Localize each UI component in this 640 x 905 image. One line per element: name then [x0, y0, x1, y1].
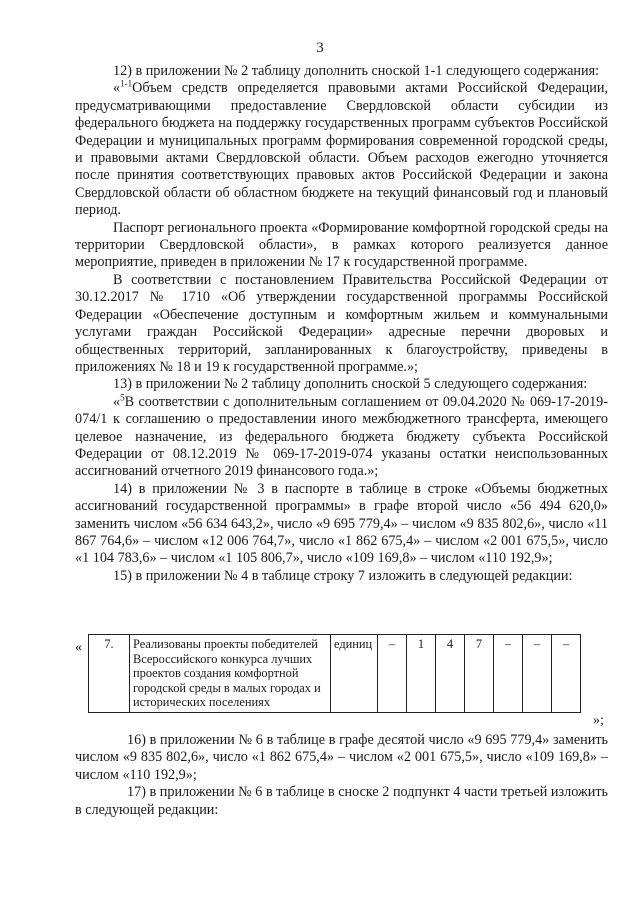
quote-open: « — [113, 393, 121, 410]
replacement-table — [88, 634, 581, 713]
text-block-top — [75, 63, 608, 585]
paragraph-item-17: 17) в приложении № 6 в таблице в сноске 2 подпункт 4 части третьей изложить в следующей редакции: — [75, 784, 608, 818]
value-cell-2: 1 — [407, 635, 436, 713]
quote-open: « — [113, 80, 121, 97]
value-cell-3: 4 — [436, 635, 465, 713]
unit-cell: единиц — [331, 635, 378, 713]
value-cell-5: – — [494, 635, 523, 713]
footnote-5-text: «$^5$В соответствии с дополнительным соглашением от 09.04.2020 № 069-17-2019-074/1 к соглашению о предоставлении иного межбюджетного трансферта, имеющего целевое назначение, из федерального бюджета бюджету субъекта Российской Федерации от 08.12.2019 № 069-17-2019-074 указаны остатки неиспользованных ассигнований отчетного 2019 финансового года.»; — [75, 391, 608, 480]
paragraph-item-12: 12) в приложении № 2 таблицу дополнить сноской 1-1 следующего содержания: — [113, 63, 600, 79]
paragraph-passport: Паспорт регионального проекта «Формирование комфортной городской среды на территории Свердловской области», в рамках которого реализуется данное мероприятие, приведен в приложении № 17 к государственной программе. — [75, 219, 608, 271]
replacement-row-block — [75, 634, 610, 728]
footnote-1-1-text: «$^{1-1}$Объем средств определяется правовыми актами Российской Федерации, предусматривающими предоставление Свердловской области субсидии из федерального бюджета на поддержку государственных программ субъектов Российской Федерации и муниципальных программ формирования современной городской среды, и правовыми актами Свердловской области. Объем расходов ежегодно уточняется после принятия соответствующих правовых актов Российской Федерации и закона Свердловской области об областном бюджете на текущий финансовый год и плановый период. — [75, 78, 608, 219]
footnote-mark: 1-1 — [120, 78, 133, 89]
paragraph-item-16: 16) в приложении № 6 в таблице в графе десятой число «9 695 779,4» заменить числом «9 835 802,6», число «1 862 675,4» – числом «2 001 675,5», число «109 169,8» – числом «110 192,9»; — [75, 732, 608, 783]
table-row — [89, 635, 581, 713]
row-number-cell: 7. — [89, 635, 130, 713]
value-cell-4: 7 — [465, 635, 494, 713]
paragraph-decree: В соответствии с постановлением Правительства Российской Федерации от 30.12.2017 № 1710 «Об утверждении государственной программы Российской Федерации «Обеспечение доступным и комфортным жильем и коммунальными услугами граждан Российской Федерации» адресные перечни дворовых и общественных территорий, запланированных к благоустройству, приведены в приложениях № 18 и 19 к государственной программе.»; — [75, 271, 608, 375]
value-cell-1: – — [378, 635, 407, 713]
page-number: 3 — [316, 40, 324, 56]
paragraph-item-13: 13) в приложении № 2 таблицу дополнить сноской 5 следующего содержания: — [113, 376, 588, 393]
text-block-bottom — [75, 732, 608, 819]
footnote-mark: 5 — [120, 391, 125, 402]
paragraph-item-15: 15) в приложении № 4 в таблице строку 7 изложить в следующей редакции: — [113, 567, 573, 584]
value-cell-6: – — [523, 635, 552, 713]
indicator-name-cell: Реализованы проекты победителей Всероссийского конкурса лучших проектов создания комфортной городской среды в малых городах и исторических поселениях — [130, 635, 331, 713]
table-quote-open: « — [75, 640, 82, 655]
value-cell-7: – — [552, 635, 581, 713]
paragraph-item-14: 14) в приложении № 3 в паспорте в таблице в строке «Объемы бюджетных ассигнований государственной программы» в графе второй число «56 494 620,0» заменить числом «56 634 643,2», число «9 695 779,4» – числом «9 835 802,6», число «11 867 764,6» – числом «12 006 764,7», число «1 862 675,4» – числом «2 001 675,5», число «1 104 783,6» – числом «1 105 806,7», число «109 169,8» – числом «110 192,9»; — [75, 480, 608, 567]
table-quote-close: »; — [593, 713, 604, 728]
